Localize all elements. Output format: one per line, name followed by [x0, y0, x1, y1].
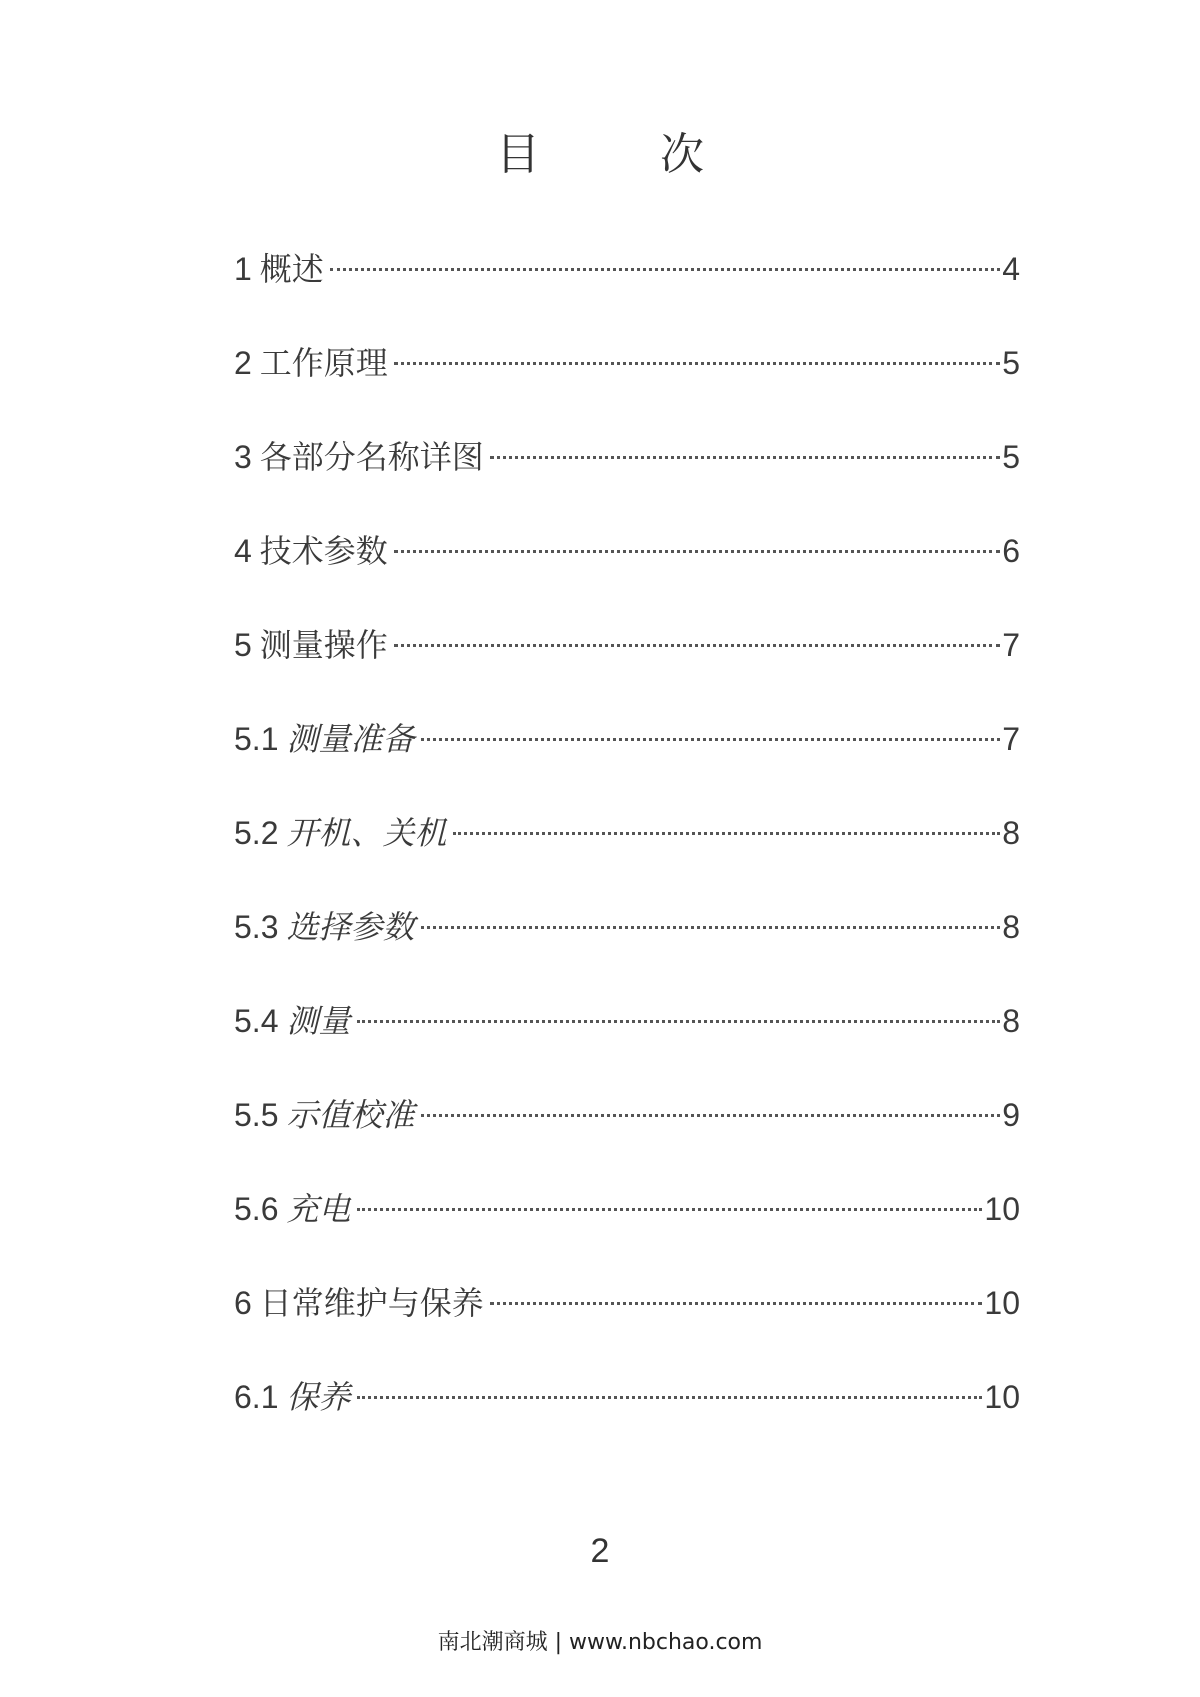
toc-entry-number: 5.4: [234, 1003, 279, 1039]
toc-entry-number: 6.1: [234, 1379, 279, 1415]
toc-entry-number: 2: [234, 345, 252, 381]
toc-entry-page: 5: [1002, 345, 1020, 381]
toc-entry-page: 7: [1002, 627, 1020, 663]
toc-entry-page: 7: [1002, 721, 1020, 757]
toc-entry-page: 8: [1002, 1003, 1020, 1039]
toc-subentry[interactable]: [234, 1182, 1020, 1276]
page-number: 2: [590, 1532, 610, 1570]
toc-entry-number: 6: [234, 1285, 252, 1321]
toc-dot-leader: [357, 1396, 983, 1399]
toc-entry-title: 开机、关机: [286, 814, 447, 852]
toc-entry-page: 10: [984, 1379, 1020, 1415]
toc-dot-leader: [357, 1020, 1001, 1023]
toc-entry-title: 充电: [286, 1190, 351, 1228]
toc-entry-title: 概述: [259, 250, 324, 288]
toc-entry-number: 5.6: [234, 1191, 279, 1227]
toc-entry[interactable]: [234, 1276, 1020, 1370]
toc-entry-page: 10: [984, 1285, 1020, 1321]
toc-entry[interactable]: [234, 524, 1020, 618]
toc-subentry[interactable]: [234, 806, 1020, 900]
toc-dot-leader: [357, 1208, 983, 1211]
toc-dot-leader: [490, 456, 1000, 459]
toc-entry-title: 日常维护与保养: [259, 1284, 484, 1322]
toc-entry[interactable]: [234, 430, 1020, 524]
toc-entry-title: 选择参数: [286, 908, 415, 946]
footer-separator: |: [554, 1630, 562, 1655]
toc-dot-leader: [421, 926, 1001, 929]
toc-entry-title: 测量操作: [259, 626, 388, 664]
toc-subentry[interactable]: [234, 900, 1020, 994]
toc-entry-title: 保养: [286, 1378, 351, 1416]
toc-entry-title: 测量: [286, 1002, 351, 1040]
toc-entry-page: 5: [1002, 439, 1020, 475]
toc-entry-page: 9: [1002, 1097, 1020, 1133]
toc-dot-leader: [453, 832, 1001, 835]
toc-dot-leader: [490, 1302, 983, 1305]
toc-entry-page: 6: [1002, 533, 1020, 569]
toc-subentry[interactable]: [234, 1370, 1020, 1464]
toc-entry-page: 8: [1002, 909, 1020, 945]
toc-entry-number: 5.3: [234, 909, 279, 945]
toc-entry[interactable]: [234, 336, 1020, 430]
toc-entry-number: 4: [234, 533, 252, 569]
toc-title: 目 次: [496, 129, 742, 180]
toc-entry-title: 示值校准: [286, 1096, 415, 1134]
toc-list: [234, 242, 1020, 1464]
toc-entry[interactable]: [234, 618, 1020, 712]
toc-entry-title: 各部分名称详图: [259, 438, 484, 476]
toc-entry-number: 5.2: [234, 815, 279, 851]
footer-brand: 南北潮商城: [437, 1630, 548, 1655]
toc-entry-number: 3: [234, 439, 252, 475]
toc-entry[interactable]: [234, 242, 1020, 336]
toc-dot-leader: [330, 268, 1000, 271]
toc-subentry[interactable]: [234, 994, 1020, 1088]
toc-dot-leader: [394, 644, 1000, 647]
toc-dot-leader: [421, 1114, 1001, 1117]
toc-subentry[interactable]: [234, 1088, 1020, 1182]
footer: [0, 1625, 1200, 1656]
toc-entry-number: 1: [234, 251, 252, 287]
toc-entry-page: 4: [1002, 251, 1020, 287]
toc-entry-number: 5: [234, 627, 252, 663]
footer-url-link[interactable]: www.nbchao.com: [569, 1630, 763, 1655]
toc-dot-leader: [394, 550, 1000, 553]
toc-entry-page: 8: [1002, 815, 1020, 851]
toc-entry-title: 测量准备: [286, 720, 415, 758]
toc-dot-leader: [421, 738, 1001, 741]
toc-dot-leader: [394, 362, 1000, 365]
toc-entry-number: 5.5: [234, 1097, 279, 1133]
toc-entry-page: 10: [984, 1191, 1020, 1227]
toc-entry-title: 技术参数: [259, 532, 388, 570]
toc-subentry[interactable]: [234, 712, 1020, 806]
toc-entry-title: 工作原理: [259, 344, 388, 382]
toc-entry-number: 5.1: [234, 721, 279, 757]
